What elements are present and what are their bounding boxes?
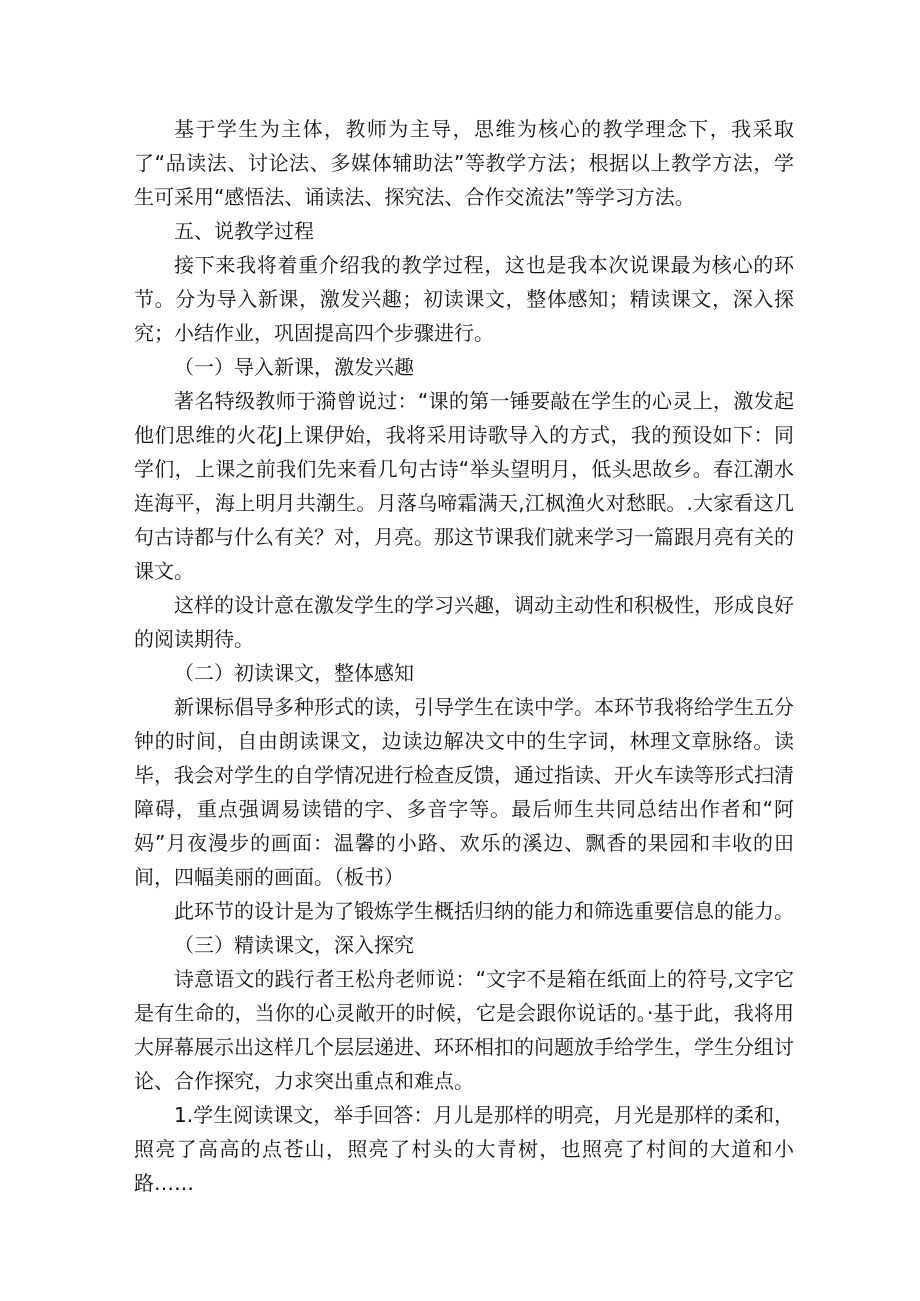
section-heading-teaching-process: 五、说教学过程 bbox=[174, 219, 314, 243]
document-body bbox=[134, 112, 794, 1200]
paragraph-first-reading: 新课标倡导多种形式的读，引导学生在读中学。本环节我将给学生五分钟的时间，自由朗读课文，边读边解决文中的生字词，林理文章脉络。读毕，我会对学生的自学情况进行检查反馈，通过指读、开火车读等形式扫清障碍，重点强调易读错的字、多音字等。最后师生共同总结出作者和“阿妈”月夜漫步的画面：温馨的小路、欢乐的溪边、飘香的果园和丰收的田间，四幅美丽的画面。（板书） bbox=[134, 695, 794, 889]
paragraph-process-intro: 接下来我将着重介绍我的教学过程，这也是我本次说课最为核心的环节。分为导入新课，激发兴趣；初读课文，整体感知；精读课文，深入探究；小结作业，巩固提高四个步骤进行。 bbox=[134, 253, 794, 345]
paragraph-close-reading: 诗意语文的践行者王松舟老师说：“文字不是箱在纸面上的符号,文字它是有生命的，当你的心灵敞开的时候，它是会跟你说话的。·基于此，我将用大屏幕展示出这样几个层层递进、环环相扣的问题放手给学生，学生分组讨论、合作探究，力求突出重点和难点。 bbox=[134, 967, 794, 1093]
paragraph-design-purpose-1: 这样的设计意在激发学生的学习兴趣，调动主动性和积极性，形成良好的阅读期待。 bbox=[134, 593, 794, 651]
paragraph-teaching-methods: 基于学生为主体，教师为主导，思维为核心的教学理念下，我采取了“品读法、讨论法、多媒体辅助法”等教学方法；根据以上教学方法，学生可采用“感悟法、诵读法、探究法、合作交流法”等学习方法。 bbox=[134, 117, 794, 209]
subheading-close-reading: （三）精读课文，深入探究 bbox=[174, 933, 414, 957]
paragraph-design-purpose-2: 此环节的设计是为了锻炼学生概括归纳的能力和筛选重要信息的能力。 bbox=[174, 899, 794, 923]
subheading-first-reading: （二）初读课文，整体感知 bbox=[174, 661, 414, 685]
paragraph-student-answer: 1.学生阅读课文，举手回答：月儿是那样的明亮，月光是那样的柔和，照亮了高高的点苍山，照亮了村头的大青树，也照亮了村间的大道和小路…… bbox=[134, 1103, 794, 1195]
paragraph-poem-introduction: 著名特级教师于漪曾说过：“课的第一锤要敲在学生的心灵上，激发起他们思维的火花J上课伊始，我将采用诗歌导入的方式，我的预设如下：同学们，上课之前我们先来看几句古诗“举头望明月，低头思故乡。春江潮水连海平，海上明月共潮生。月落乌啼霜满天,江枫渔火对愁眠。.大家看这几句古诗都与什么有关？对，月亮。那这节课我们就来学习一篇跟月亮有关的课文。 bbox=[134, 389, 794, 583]
subheading-lesson-introduction: （一）导入新课，激发兴趣 bbox=[174, 355, 414, 379]
